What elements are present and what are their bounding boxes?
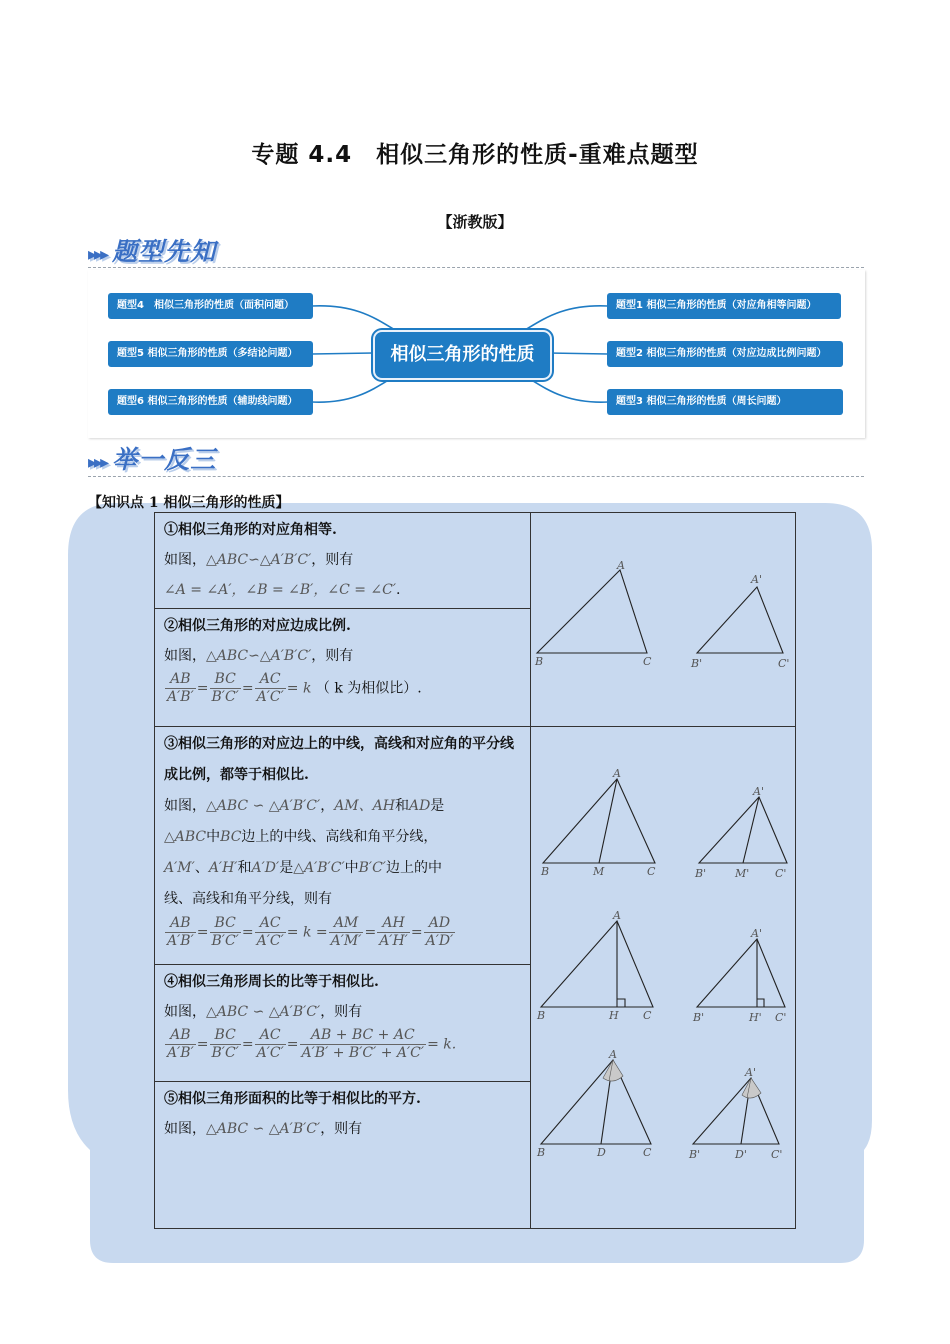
- figure-cell-1: [531, 513, 796, 727]
- text: （ k 为相似比）.: [315, 680, 422, 697]
- fraction: $\frac{AB}{A'B'}$: [167, 915, 194, 949]
- mindmap-topic-6: 题型6 相似三角形的性质（辅助线问题）: [108, 389, 313, 415]
- label-B-prime: B': [689, 1148, 701, 1161]
- figure-cell-2: [531, 727, 796, 1229]
- text: ，则有: [311, 552, 354, 568]
- fraction: $\frac{AC}{A'C'}$: [256, 671, 284, 705]
- label-C: C: [643, 655, 652, 668]
- math: △ABC∽△A′B′C′: [206, 552, 312, 568]
- property-4-heading: ④相似三角形周长的比等于相似比.: [164, 974, 379, 990]
- arrows-icon: ▸▸▸: [88, 452, 107, 473]
- math: = k =: [286, 924, 328, 941]
- knowledge-point-heading: 【知识点 1 相似三角形的性质】: [88, 495, 290, 511]
- label-H: H: [609, 1009, 619, 1022]
- text: 如图，: [164, 1121, 206, 1137]
- label-C-prime: C': [778, 657, 790, 670]
- fraction: $\frac{BC}{B'C'}$: [211, 915, 239, 949]
- label-A-prime: A': [751, 927, 762, 940]
- mindmap-topic-3: 题型3 相似三角形的性质（周长问题）: [607, 389, 843, 415]
- text: 如图，: [164, 552, 206, 568]
- label-A: A: [613, 909, 621, 922]
- text: ，: [320, 798, 335, 814]
- fraction: $\frac{AC}{A'C'}$: [256, 1027, 284, 1061]
- math: ∠A = ∠A′，∠B = ∠B′，∠C = ∠C′: [164, 582, 397, 598]
- label-B: B: [535, 655, 544, 668]
- mindmap-topic-2: 题型2 相似三角形的性质（对应边成比例问题）: [607, 341, 843, 367]
- label-B: B: [541, 865, 550, 878]
- math: A′D′: [251, 860, 280, 876]
- knowledge-table: [154, 512, 796, 1229]
- math: AM、AH: [334, 798, 395, 814]
- math: △A′B′C′: [293, 860, 345, 876]
- fraction: $\frac{AB + BC + AC}{A'B' + B'C' + A'C'}$: [301, 1027, 425, 1061]
- property-5-heading: ⑤相似三角形面积的比等于相似比的平方.: [164, 1091, 421, 1107]
- math: B′C′: [358, 860, 386, 876]
- text: 是: [279, 860, 294, 876]
- label-C-prime: C': [771, 1148, 783, 1161]
- label-A: A: [609, 1048, 617, 1061]
- median-height-bisector-figures: [531, 727, 795, 1227]
- section-banner-examples: [88, 440, 216, 476]
- label-C-prime: C': [775, 1011, 787, 1024]
- math: △ABC ∽ △A′B′C′: [206, 1121, 321, 1137]
- fraction: $\frac{BC}{B'C'}$: [211, 671, 239, 705]
- property-1-heading: ①相似三角形的对应角相等.: [164, 522, 337, 538]
- fraction: $\frac{AM}{A'M'}$: [330, 915, 362, 949]
- property-3-heading: ③相似三角形的对应边上的中线，高线和对应角的平分线成比例，都等于相似比.: [164, 736, 514, 783]
- label-A-prime: A': [745, 1066, 756, 1079]
- label-D-prime: D': [735, 1148, 747, 1161]
- arrows-icon: ▸▸▸: [88, 244, 107, 265]
- property-2-heading: ②相似三角形的对应边成比例.: [164, 618, 351, 634]
- math: △ABC ∽ △A′B′C′: [206, 798, 321, 814]
- label-M: M: [593, 865, 605, 878]
- text: 和: [394, 798, 409, 814]
- text: .: [396, 582, 401, 598]
- text: 中: [206, 829, 221, 845]
- label-B-prime: B': [691, 657, 703, 670]
- text: 如图，: [164, 648, 206, 664]
- edition-label: 【浙教版】: [437, 213, 513, 231]
- math: = k.: [427, 1036, 457, 1053]
- label-B-prime: B': [695, 867, 707, 880]
- label-H-prime: H': [749, 1011, 762, 1024]
- property-1-cell: [155, 513, 531, 609]
- banner-text: 题型先知: [112, 237, 217, 266]
- text: ，则有: [320, 1121, 363, 1137]
- label-A: A: [617, 559, 625, 572]
- label-B: B: [537, 1009, 546, 1022]
- label-M-prime: M': [735, 867, 750, 880]
- math: AD: [408, 798, 431, 814]
- text: 边上的中: [385, 860, 442, 876]
- label-B-prime: B': [693, 1011, 705, 1024]
- fraction: $\frac{BC}{B'C'}$: [211, 1027, 239, 1061]
- text: 是: [430, 798, 445, 814]
- property-5-cell: [155, 1082, 531, 1229]
- property-4-cell: ④相似三角形周长的比等于相似比. 如图，△ABC ∽ △A′B′C′，则有 $\frac{AB}{A'B'}$ = $\frac{BC}{B'C'}$ = $\frac{AC}{A'C'}$ = $\frac{AB + BC + AC}{A'B' + B'C' + A'C'}$ = k.: [155, 965, 531, 1082]
- page-title: 专题 4.4 相似三角形的性质-重难点题型: [251, 142, 699, 168]
- label-D: D: [597, 1146, 606, 1159]
- text: 、: [194, 860, 209, 876]
- mindmap-center: 相似三角形的性质: [373, 330, 552, 380]
- text: 线、高线和角平分线，则有: [164, 891, 332, 907]
- label-C: C: [647, 865, 656, 878]
- text: 和: [237, 860, 252, 876]
- text: ，则有: [320, 1004, 363, 1020]
- math: = k: [286, 680, 312, 697]
- math: A′M′: [164, 860, 195, 876]
- label-B: B: [537, 1146, 546, 1159]
- label-C-prime: C': [775, 867, 787, 880]
- mindmap-topic-4: 题型4 相似三角形的性质（面积问题）: [108, 293, 313, 319]
- mindmap-topic-1: 题型1 相似三角形的性质（对应角相等问题）: [607, 293, 841, 319]
- property-3-cell: ③相似三角形的对应边上的中线，高线和对应角的平分线成比例，都等于相似比. 如图，△ABC ∽ △A′B′C′，AM、AH和AD是 △ABC中BC边上的中线、高线和角平分线， A′M′、A′H′和A′D′是△A′B′C′中B′C′边上的中 线、高线和角平分线，则有 $\frac{AB}{A'B'}$ = $\frac{BC}{B'C'}$ = $\frac{AC}{A'C'}$ = k = $\frac{AM}{A'M'}$ = $\frac{AH}{A'H'}$ = $\frac{AD}{A'D'}$: [155, 727, 531, 965]
- text: 如图，: [164, 1004, 206, 1020]
- fraction: $\frac{AB}{A'B'}$: [167, 1027, 194, 1061]
- mindmap-topic-5: 题型5 相似三角形的性质（多结论问题）: [108, 341, 313, 367]
- math: △ABC∽△A′B′C′: [206, 648, 312, 664]
- text: 如图，: [164, 798, 206, 814]
- text: 边上的中线、高线和角平分线，: [241, 829, 438, 845]
- label-C: C: [643, 1009, 652, 1022]
- math: BC: [220, 829, 242, 845]
- divider: [88, 476, 864, 477]
- fraction: $\frac{AB}{A'B'}$: [167, 671, 194, 705]
- label-C: C: [643, 1146, 652, 1159]
- banner-text: 举一反三: [112, 445, 217, 474]
- math: △ABC ∽ △A′B′C′: [206, 1004, 321, 1020]
- text: 中: [344, 860, 359, 876]
- similar-triangles-figure: [531, 513, 795, 725]
- fraction: $\frac{AH}{A'H'}$: [379, 915, 408, 949]
- label-A-prime: A': [751, 573, 762, 586]
- text: ，则有: [311, 648, 354, 664]
- label-A-prime: A': [753, 785, 764, 798]
- label-A: A: [613, 767, 621, 780]
- math: △ABC: [164, 829, 207, 845]
- fraction: $\frac{AC}{A'C'}$: [256, 915, 284, 949]
- math: A′H′: [208, 860, 238, 876]
- property-2-cell: ②相似三角形的对应边成比例. 如图，△ABC∽△A′B′C′，则有 $\frac{AB}{A'B'}$ = $\frac{BC}{B'C'}$ = $\frac{AC}{A'C'}$ = k （ k 为相似比）.: [155, 609, 531, 727]
- fraction: $\frac{AD}{A'D'}$: [425, 915, 454, 949]
